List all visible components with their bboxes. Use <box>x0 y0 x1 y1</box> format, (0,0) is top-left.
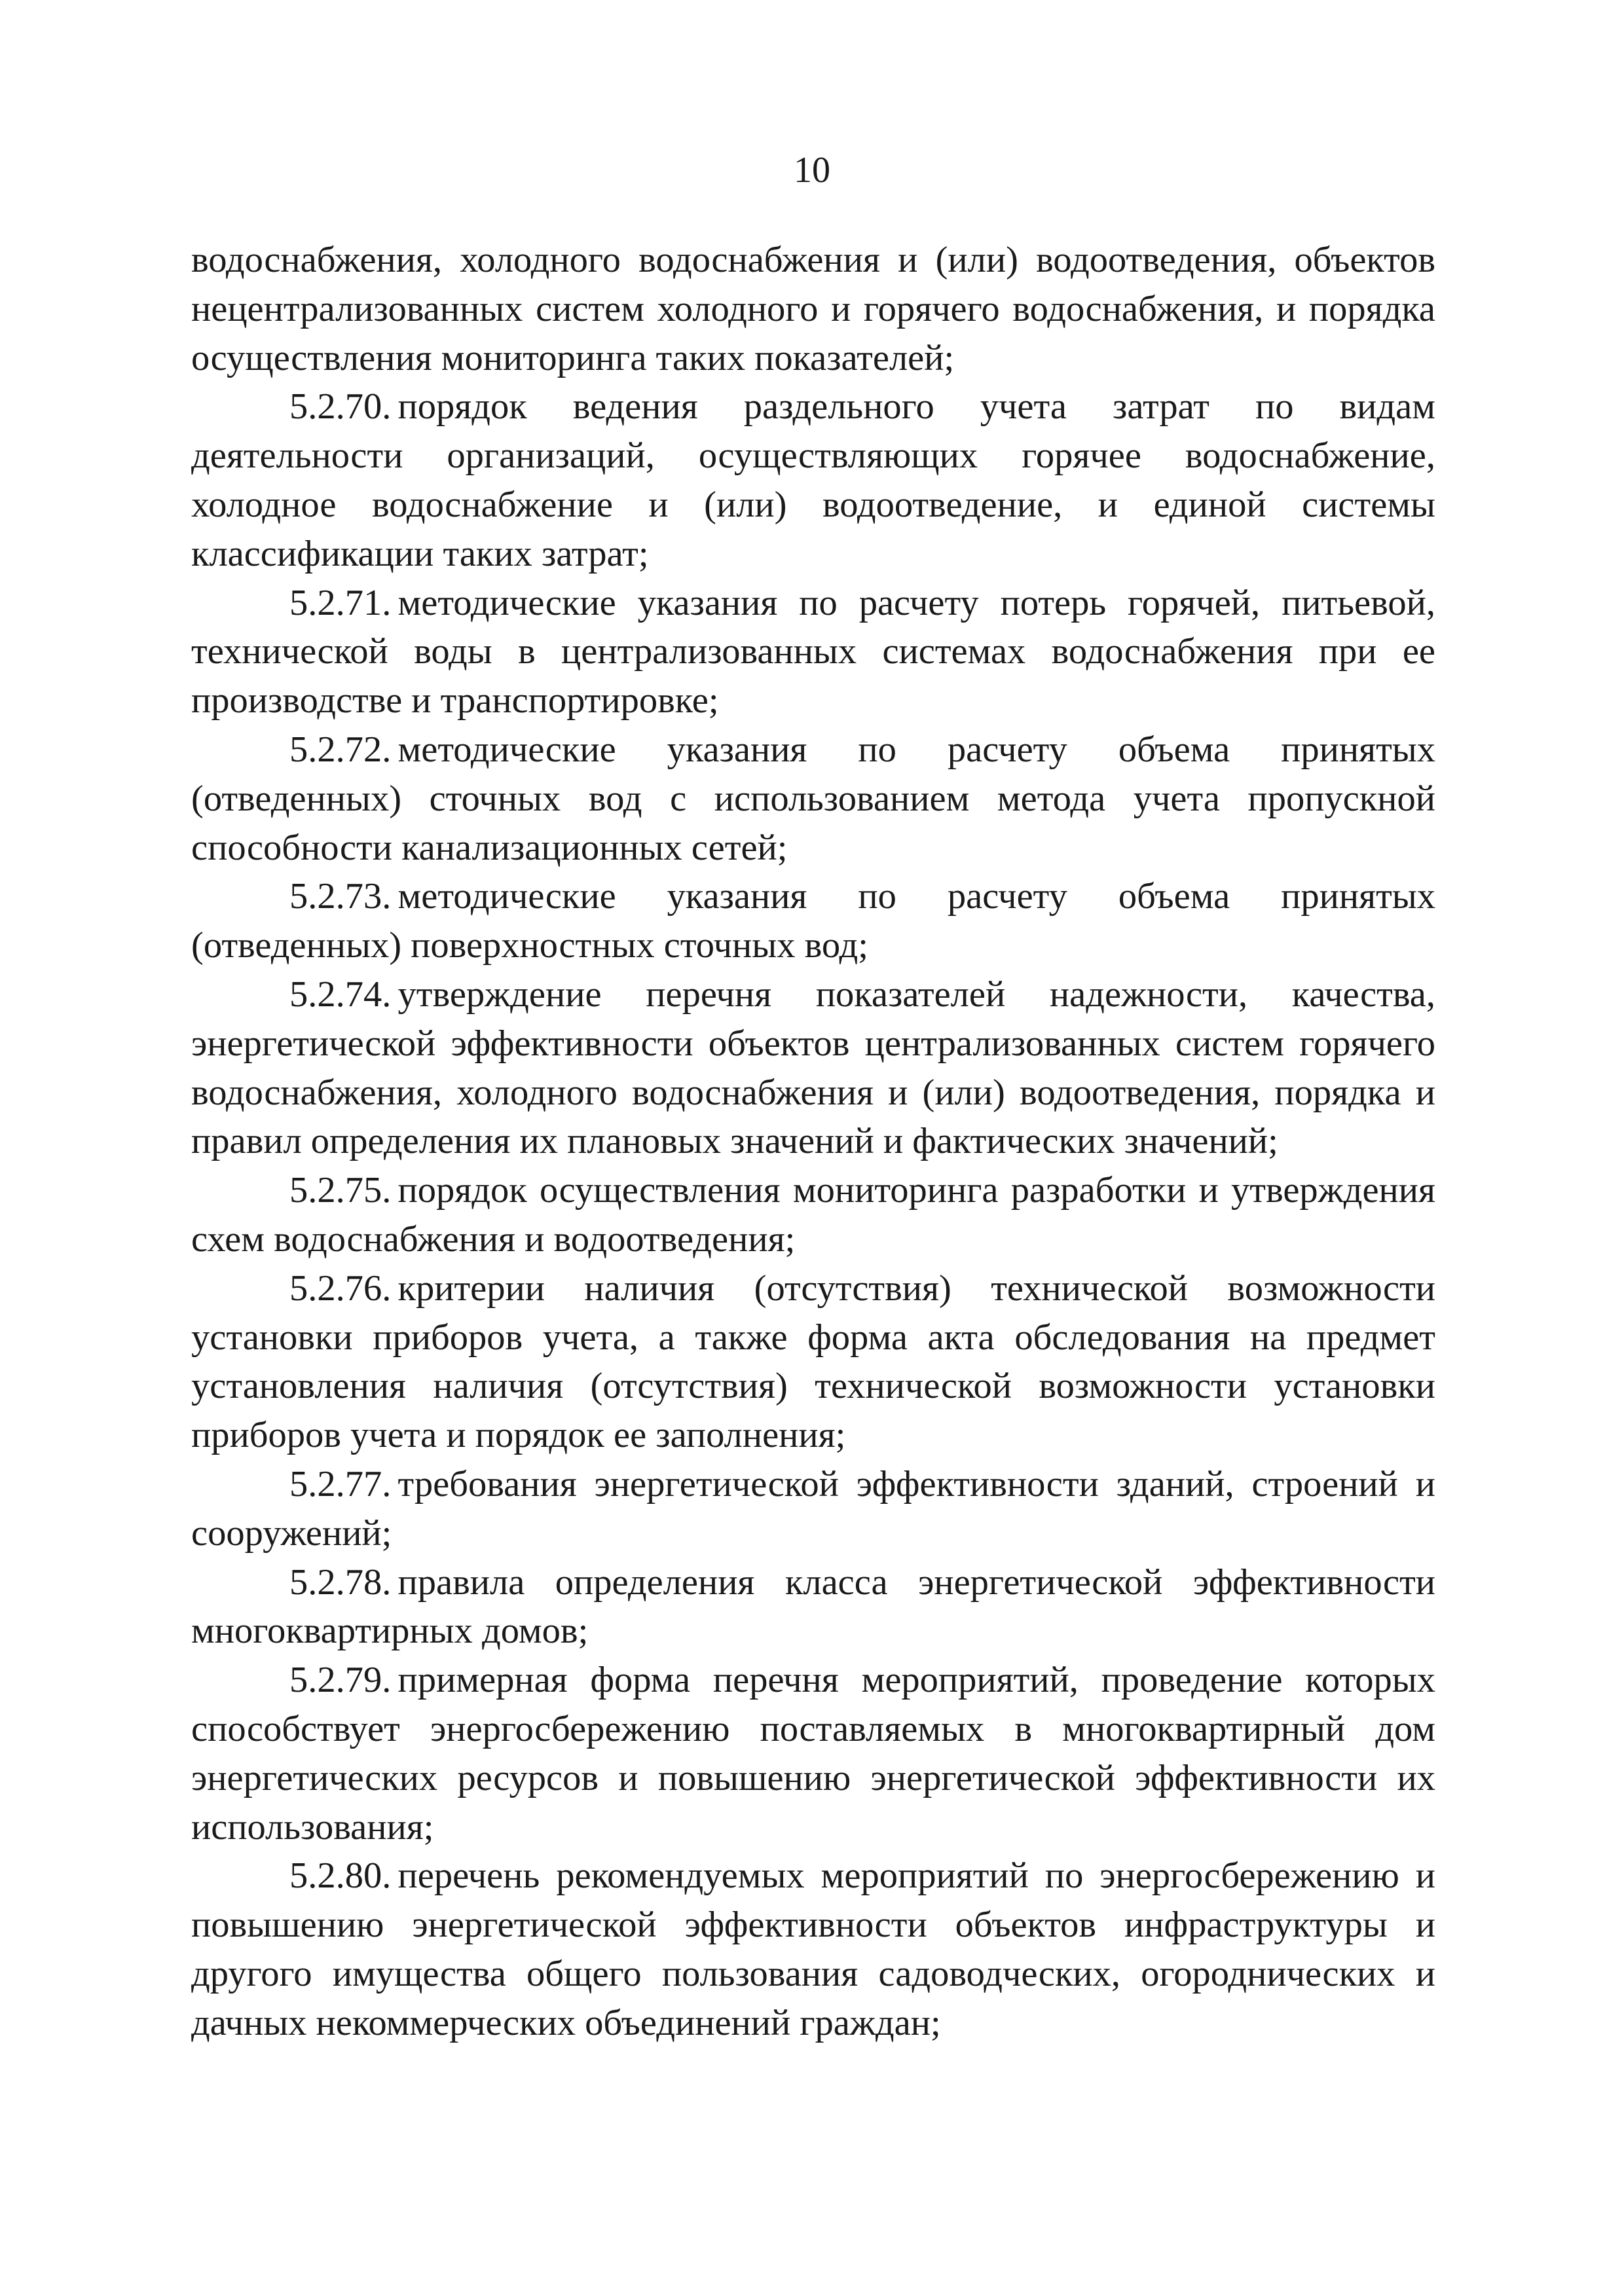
list-item-5-2-75 <box>191 1166 1435 1264</box>
item-number: 5.2.77. <box>289 1463 392 1504</box>
item-text: требования энергетической эффективности зданий, строений и сооружений; <box>191 1463 1435 1554</box>
item-number: 5.2.73. <box>289 876 392 917</box>
item-number: 5.2.72. <box>289 729 392 770</box>
item-number: 5.2.71. <box>289 582 392 623</box>
item-number: 5.2.75. <box>289 1170 392 1211</box>
list-item-5-2-72 <box>191 725 1435 872</box>
list-item-5-2-73 <box>191 872 1435 970</box>
item-text: утверждение перечня показателей надежности, качества, энергетической эффективности объектов централизованных систем горячего водоснабжения, холодного водоснабжения и (или) водоотведения, порядка и правил определения их плановых значений и фактических значений; <box>191 974 1435 1162</box>
item-number: 5.2.78. <box>289 1561 392 1603</box>
item-number: 5.2.76. <box>289 1267 392 1309</box>
item-number: 5.2.70. <box>289 386 392 428</box>
paragraph-continuation <box>191 236 1435 382</box>
paragraph-text: водоснабжения, холодного водоснабжения и (или) водоотведения, объектов нецентрализованных систем холодного и горячего водоснабжения, и порядка осуществления мониторинга таких показателей; <box>191 240 1435 378</box>
list-item-5-2-79 <box>191 1656 1435 1851</box>
item-number: 5.2.74. <box>289 974 392 1015</box>
item-number: 5.2.80. <box>289 1855 392 1897</box>
document-body <box>191 236 1435 2047</box>
page-number: 10 <box>794 150 830 191</box>
item-text: порядок ведения раздельного учета затрат по видам деятельности организаций, осуществляющих горячее водоснабжение, холодное водоснабжение и (или) водоотведение, и единой системы классификации таких затрат; <box>191 386 1435 574</box>
list-item-5-2-74 <box>191 970 1435 1166</box>
item-text: перечень рекомендуемых мероприятий по энергосбережению и повышению энергетической эффективности объектов инфраструктуры и другого имущества общего пользования садоводческих, огороднических и дачных некоммерческих объединений граждан; <box>191 1855 1435 2043</box>
list-item-5-2-70 <box>191 382 1435 578</box>
list-item-5-2-78 <box>191 1558 1435 1656</box>
item-text: порядок осуществления мониторинга разработки и утверждения схем водоснабжения и водоотведения; <box>191 1170 1435 1260</box>
item-text: критерии наличия (отсутствия) технической возможности установки приборов учета, а также форма акта обследования на предмет установления наличия (отсутствия) технической возможности установки приборов учета и порядок ее заполнения; <box>191 1267 1435 1456</box>
list-item-5-2-77 <box>191 1460 1435 1558</box>
list-item-5-2-71 <box>191 579 1435 725</box>
item-text: методические указания по расчету объема принятых (отведенных) поверхностных сточных вод; <box>191 876 1435 966</box>
list-item-5-2-76 <box>191 1264 1435 1460</box>
item-text: правила определения класса энергетической эффективности многоквартирных домов; <box>191 1561 1435 1652</box>
item-text: методические указания по расчету объема принятых (отведенных) сточных вод с использованием метода учета пропускной способности канализационных сетей; <box>191 729 1435 868</box>
item-number: 5.2.79. <box>289 1660 392 1701</box>
list-item-5-2-80 <box>191 1851 1435 2047</box>
item-text: примерная форма перечня мероприятий, проведение которых способствует энергосбережению поставляемых в многоквартирный дом энергетических ресурсов и повышению энергетической эффективности их использования; <box>191 1660 1435 1848</box>
item-text: методические указания по расчету потерь горячей, питьевой, технической воды в централизованных системах водоснабжения при ее производстве и транспортировке; <box>191 582 1435 721</box>
